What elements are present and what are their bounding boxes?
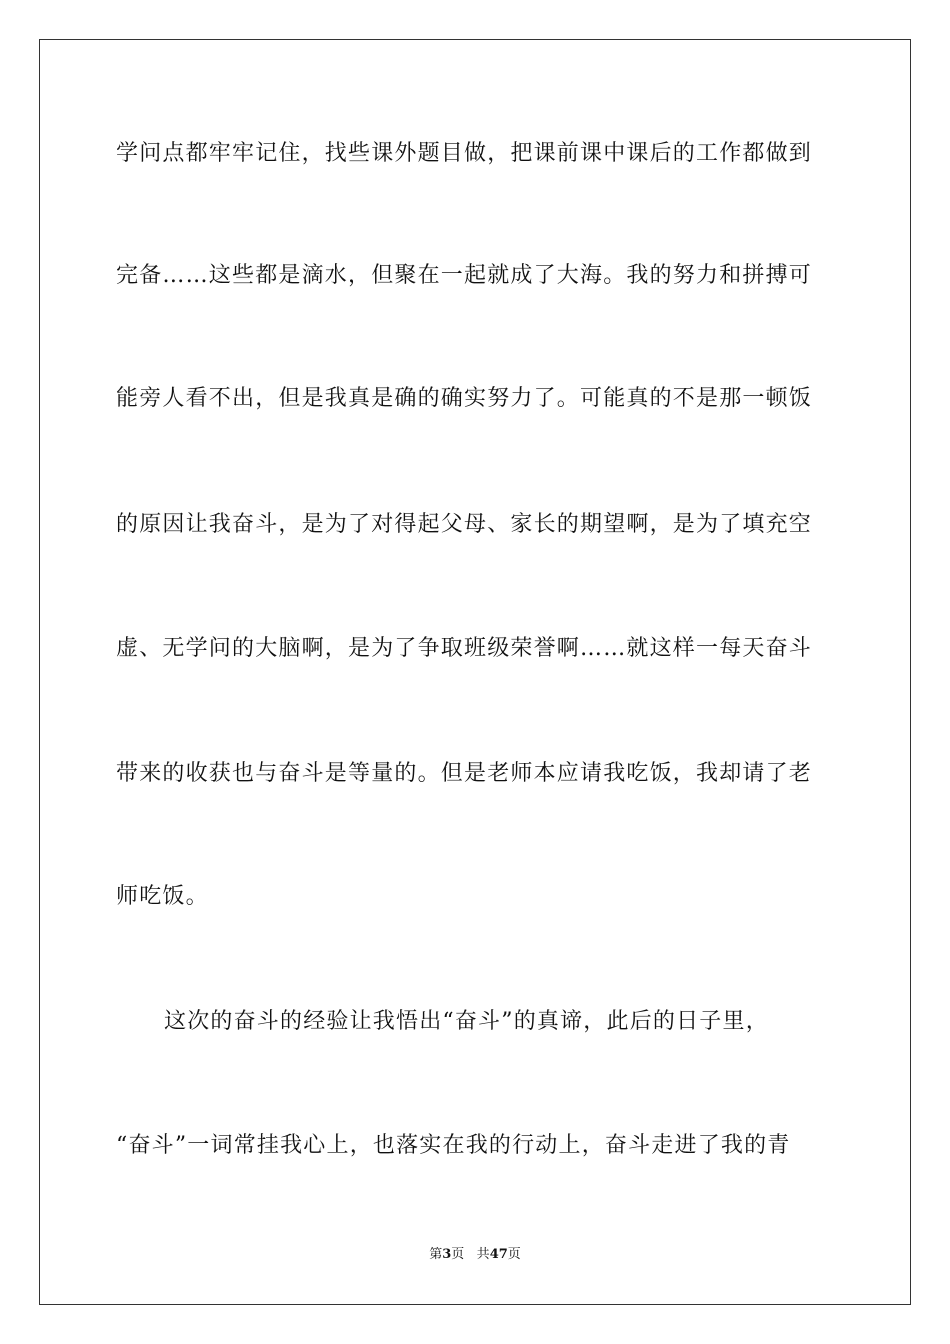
- footer-total-unit: 页: [507, 1247, 521, 1262]
- total-page-number: 47: [489, 1247, 508, 1262]
- page-footer: [0, 1246, 950, 1264]
- body-line-7: 师吃饭。: [116, 884, 209, 909]
- body-line-9: “奋斗”一词常挂我心上，也落实在我的行动上，奋斗走进了我的青: [116, 1133, 791, 1158]
- footer-total-prefix: 共: [476, 1247, 490, 1262]
- current-page-number: 3: [442, 1247, 452, 1262]
- page-border: [39, 39, 911, 1305]
- footer-prefix: 第: [429, 1247, 443, 1262]
- footer-page-unit: 页: [451, 1247, 465, 1262]
- body-line-6: 带来的收获也与奋斗是等量的。但是老师本应请我吃饭，我却请了老: [116, 761, 813, 786]
- body-line-1: 学问点都牢牢记住，找些课外题目做，把课前课中课后的工作都做到: [116, 141, 813, 166]
- body-line-8: 这次的奋斗的经验让我悟出“奋斗”的真谛，此后的日子里，: [164, 1009, 769, 1034]
- body-line-4: 的原因让我奋斗，是为了对得起父母、家长的期望啊，是为了填充空: [116, 512, 813, 537]
- body-line-3: 能旁人看不出，但是我真是确的确实努力了。可能真的不是那一顿饭: [116, 386, 813, 411]
- body-line-5: 虚、无学问的大脑啊，是为了争取班级荣誉啊……就这样一每天奋斗: [116, 636, 813, 661]
- body-line-2: 完备……这些都是滴水，但聚在一起就成了大海。我的努力和拼搏可: [116, 263, 813, 288]
